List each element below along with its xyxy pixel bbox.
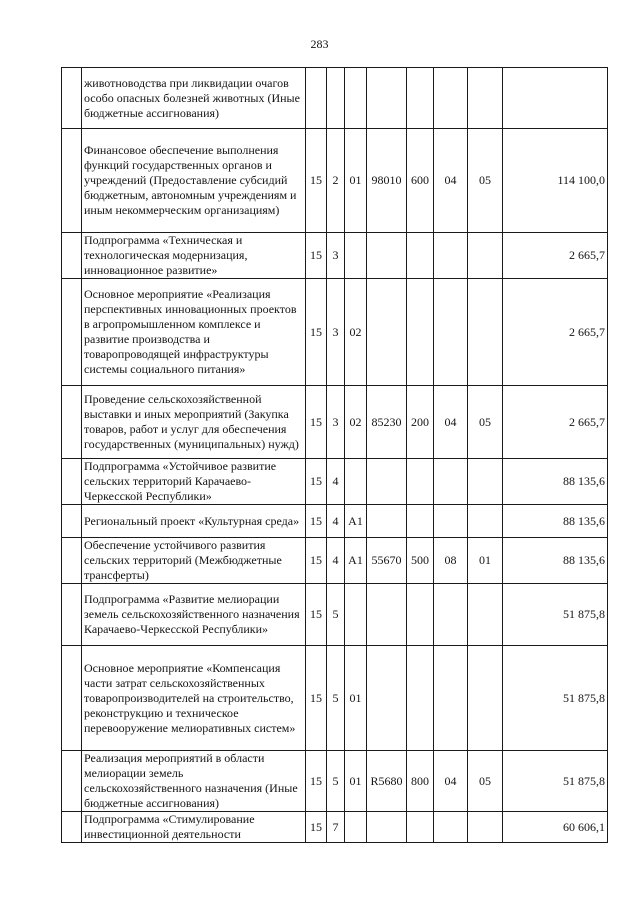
code-subprogram-cell: 01: [345, 646, 367, 751]
row-marker-cell: [62, 751, 82, 812]
table-row: [62, 538, 608, 584]
amount-cell: 88 135,6: [503, 459, 608, 505]
code-subprogram-cell: [345, 584, 367, 646]
code-section-cell: [434, 233, 468, 279]
code-expense-type-cell: [407, 584, 434, 646]
amount-cell: 51 875,8: [503, 751, 608, 812]
code-section-cell: [434, 68, 468, 129]
amount-cell: 88 135,6: [503, 505, 608, 538]
code-subprogram-cell: A1: [345, 538, 367, 584]
amount-cell: 2 665,7: [503, 279, 608, 386]
code-subprogram-cell: [345, 459, 367, 505]
code-program-cell: 3: [327, 279, 345, 386]
table-row: [62, 646, 608, 751]
amount-cell: 51 875,8: [503, 584, 608, 646]
code-program-cell: 3: [327, 386, 345, 459]
table-row: [62, 505, 608, 538]
code-gov-cell: 15: [306, 812, 327, 843]
code-expense-type-cell: 500: [407, 538, 434, 584]
table-row: [62, 386, 608, 459]
amount-cell: 88 135,6: [503, 538, 608, 584]
row-marker-cell: [62, 233, 82, 279]
budget-table: [61, 67, 608, 843]
code-expense-type-cell: [407, 812, 434, 843]
code-expense-type-cell: 600: [407, 129, 434, 233]
code-program-cell: 7: [327, 812, 345, 843]
code-expense-type-cell: [407, 505, 434, 538]
code-expense-type-cell: [407, 68, 434, 129]
code-gov-cell: [306, 68, 327, 129]
code-gov-cell: 15: [306, 459, 327, 505]
code-program-cell: [327, 68, 345, 129]
code-subprogram-cell: 01: [345, 751, 367, 812]
row-marker-cell: [62, 505, 82, 538]
code-program-cell: 5: [327, 584, 345, 646]
code-section-cell: [434, 459, 468, 505]
row-marker-cell: [62, 279, 82, 386]
code-target-cell: 98010: [367, 129, 407, 233]
code-subsection-cell: 01: [468, 538, 503, 584]
code-program-cell: 2: [327, 129, 345, 233]
row-marker-cell: [62, 812, 82, 843]
page-number: 283: [310, 37, 329, 51]
description-cell: Обеспечение устойчивого развития сельских территорий (Межбюджетные трансферты): [82, 538, 306, 584]
code-subprogram-cell: [345, 812, 367, 843]
code-program-cell: 5: [327, 751, 345, 812]
description-cell: животноводства при ликвидации очагов особо опасных болезней животных (Иные бюджетные ассигнования): [82, 68, 306, 129]
table-row: [62, 129, 608, 233]
table-row: [62, 459, 608, 505]
code-target-cell: R5680: [367, 751, 407, 812]
code-subsection-cell: 05: [468, 386, 503, 459]
code-subsection-cell: 05: [468, 751, 503, 812]
code-subsection-cell: [468, 459, 503, 505]
amount-cell: 51 875,8: [503, 646, 608, 751]
table-row: [62, 233, 608, 279]
amount-cell: 114 100,0: [503, 129, 608, 233]
code-target-cell: [367, 233, 407, 279]
code-program-cell: 4: [327, 505, 345, 538]
code-section-cell: 08: [434, 538, 468, 584]
code-subsection-cell: [468, 584, 503, 646]
code-subprogram-cell: [345, 68, 367, 129]
code-subsection-cell: [468, 505, 503, 538]
code-subprogram-cell: 01: [345, 129, 367, 233]
row-marker-cell: [62, 538, 82, 584]
code-subsection-cell: [468, 279, 503, 386]
code-target-cell: [367, 68, 407, 129]
code-gov-cell: 15: [306, 505, 327, 538]
description-cell: Подпрограмма «Устойчивое развитие сельских территорий Карачаево-Черкесской Республики»: [82, 459, 306, 505]
code-target-cell: [367, 812, 407, 843]
row-marker-cell: [62, 646, 82, 751]
table-row: [62, 751, 608, 812]
table-row: [62, 279, 608, 386]
row-marker-cell: [62, 459, 82, 505]
code-gov-cell: 15: [306, 233, 327, 279]
code-program-cell: 3: [327, 233, 345, 279]
code-gov-cell: 15: [306, 538, 327, 584]
amount-cell: 2 665,7: [503, 233, 608, 279]
code-gov-cell: 15: [306, 129, 327, 233]
code-expense-type-cell: 200: [407, 386, 434, 459]
code-gov-cell: 15: [306, 646, 327, 751]
code-subsection-cell: [468, 812, 503, 843]
row-marker-cell: [62, 129, 82, 233]
code-target-cell: [367, 584, 407, 646]
amount-cell: 2 665,7: [503, 386, 608, 459]
code-subprogram-cell: 02: [345, 279, 367, 386]
code-subprogram-cell: 02: [345, 386, 367, 459]
row-marker-cell: [62, 68, 82, 129]
row-marker-cell: [62, 386, 82, 459]
code-expense-type-cell: [407, 459, 434, 505]
code-expense-type-cell: [407, 279, 434, 386]
code-target-cell: 85230: [367, 386, 407, 459]
table-row: [62, 812, 608, 843]
code-target-cell: [367, 505, 407, 538]
code-section-cell: [434, 646, 468, 751]
description-cell: Подпрограмма «Техническая и технологическая модернизация, инновационное развитие»: [82, 233, 306, 279]
row-marker-cell: [62, 584, 82, 646]
code-gov-cell: 15: [306, 279, 327, 386]
table-row: [62, 584, 608, 646]
code-subsection-cell: [468, 68, 503, 129]
code-subprogram-cell: A1: [345, 505, 367, 538]
code-section-cell: 04: [434, 751, 468, 812]
description-cell: Проведение сельскохозяйственной выставки и иных мероприятий (Закупка товаров, работ и услуг для обеспечения государственных (муниципальных) нужд): [82, 386, 306, 459]
code-target-cell: 55670: [367, 538, 407, 584]
code-section-cell: [434, 505, 468, 538]
code-section-cell: [434, 584, 468, 646]
description-cell: Подпрограмма «Стимулирование инвестиционной деятельности: [82, 812, 306, 843]
code-gov-cell: 15: [306, 584, 327, 646]
table-row: [62, 68, 608, 129]
description-cell: Основное мероприятие «Компенсация части затрат сельскохозяйственных товаропроизводителей на строительство, реконструкцию и техническое перевооружение мелиоративных систем»: [82, 646, 306, 751]
code-subsection-cell: [468, 233, 503, 279]
description-cell: Региональный проект «Культурная среда»: [82, 505, 306, 538]
code-expense-type-cell: [407, 646, 434, 751]
code-section-cell: 04: [434, 386, 468, 459]
amount-cell: 60 606,1: [503, 812, 608, 843]
code-program-cell: 4: [327, 459, 345, 505]
code-subprogram-cell: [345, 233, 367, 279]
code-subsection-cell: [468, 646, 503, 751]
code-gov-cell: 15: [306, 386, 327, 459]
code-subsection-cell: 05: [468, 129, 503, 233]
code-section-cell: 04: [434, 129, 468, 233]
code-program-cell: 4: [327, 538, 345, 584]
description-cell: Подпрограмма «Развитие мелиорации земель сельскохозяйственного назначения Карачаево-Черкесской Республики»: [82, 584, 306, 646]
code-section-cell: [434, 279, 468, 386]
amount-cell: [503, 68, 608, 129]
code-target-cell: [367, 279, 407, 386]
description-cell: Реализация мероприятий в области мелиорации земель сельскохозяйственного назначения (Иные бюджетные ассигнования): [82, 751, 306, 812]
code-expense-type-cell: [407, 233, 434, 279]
code-target-cell: [367, 646, 407, 751]
code-program-cell: 5: [327, 646, 345, 751]
code-expense-type-cell: 800: [407, 751, 434, 812]
description-cell: Финансовое обеспечение выполнения функций государственных органов и учреждений (Предоставление субсидий бюджетным, автономным учреждениям и иным некоммерческим организациям): [82, 129, 306, 233]
code-gov-cell: 15: [306, 751, 327, 812]
description-cell: Основное мероприятие «Реализация перспективных инновационных проектов в агропромышленном комплексе и развитие производства и товаропроводящей инфраструктуры системы социального питания»: [82, 279, 306, 386]
code-section-cell: [434, 812, 468, 843]
code-target-cell: [367, 459, 407, 505]
